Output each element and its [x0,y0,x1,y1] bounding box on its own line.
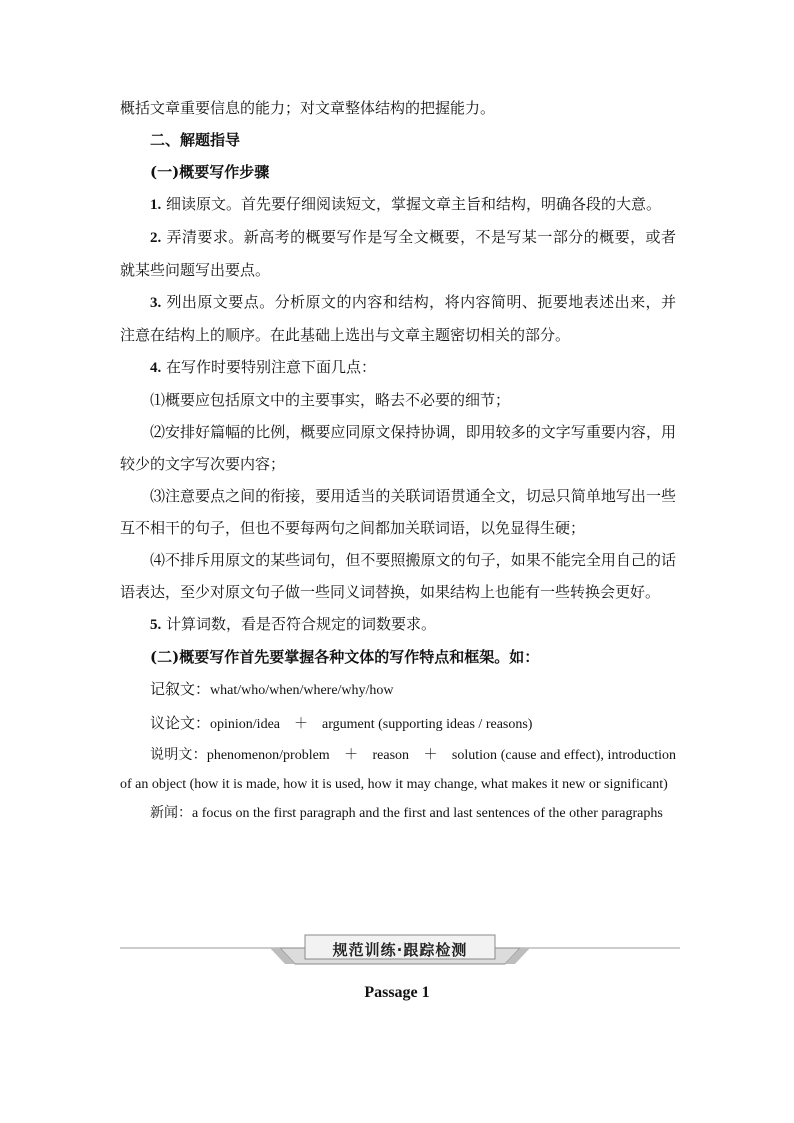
paragraph-text: 弄清要求。新高考的概要写作是写全文概要，不是写某一部分的概要，或者就某些问题写出要点。 [120,228,676,279]
paragraph [120,351,676,384]
item-number: 4. [150,360,162,376]
genre-list [120,673,676,828]
paragraph-text: 二、解题指导 [150,131,241,149]
paragraph [120,608,676,641]
genre-label: 记叙文： [150,680,211,698]
genre-item [120,741,676,799]
passage-title: Passage 1 [364,984,430,1001]
main-content [120,92,676,828]
paragraph-text: 列出原文要点。分析原文的内容和结构，将内容简明、扼要地表述出来，并注意在结构上的顺序。在此基础上选出与文章主题密切相关的部分。 [120,293,676,344]
paragraph-text: 计算词数，看是否符合规定的词数要求。 [161,615,437,633]
section-heading [120,641,676,673]
paragraph-text: (二)概要写作首先要掌握各种文体的写作特点和框架。如： [150,648,540,666]
item-number: 2. [150,230,162,246]
genre-structure: opinion/idea ＋ argument (supporting ideas / reasons) [210,717,533,732]
genre-label: 议论文： [150,714,211,732]
paragraph [120,221,676,286]
paragraph-text: 细读原文。首先要仔细阅读短文，掌握文章主旨和结构，明确各段的大意。 [161,195,662,213]
paragraph-text: ⑵安排好篇幅的比例，概要应同原文保持协调，即用较多的文字写重要内容，用较少的文字写次要内容； [120,423,676,473]
section-banner [120,934,680,974]
genre-item [120,707,676,741]
item-number: 1. [150,197,162,213]
paragraph [120,384,676,416]
paragraph [120,92,676,124]
paragraph [120,286,676,351]
section-heading [120,156,676,188]
item-number: 5. [150,617,162,633]
paragraph-text: ⑷不排斥用原文的某些词句，但不要照搬原文的句子，如果不能完全用自己的话语表达，至少对原文句子做一些同义词替换，如果结构上也能有一些转换会更好。 [120,551,676,601]
paragraph-text: ⑴概要应包括原文中的主要事实，略去不必要的细节； [150,391,511,409]
genre-structure: a focus on the first paragraph and the first and last sentences of the other paragraphs [192,806,663,821]
genre-structure: phenomenon/problem ＋ reason ＋ solution (cause and effect), introduction of an object (how it is made, how it is used, how it may change, what makes it new or significant) [120,748,676,792]
paragraph-text: (一)概要写作步骤 [150,163,270,181]
paragraph-list [120,92,676,673]
genre-label: 说明文： [150,747,207,763]
paragraph-text: ⑶注意要点之间的衔接，要用适当的关联词语贯通全文，切忌只简单地写出一些互不相干的句子，但也不要每两句之间都加关联词语，以免显得生硬； [120,487,676,537]
paragraph-text: 在写作时要特别注意下面几点： [161,358,377,376]
genre-label: 新闻： [150,805,192,821]
paragraph [120,544,676,608]
genre-structure: what/who/when/where/why/how [210,683,394,698]
paragraph [120,416,676,480]
item-number: 3. [150,295,162,311]
genre-item [120,673,676,707]
banner-title: 规范训练·跟踪检测 [332,941,468,959]
genre-item [120,799,676,828]
paragraph-text: 概括文章重要信息的能力；对文章整体结构的把握能力。 [120,99,496,117]
paragraph [120,188,676,221]
section-heading [120,124,676,156]
paragraph [120,480,676,544]
